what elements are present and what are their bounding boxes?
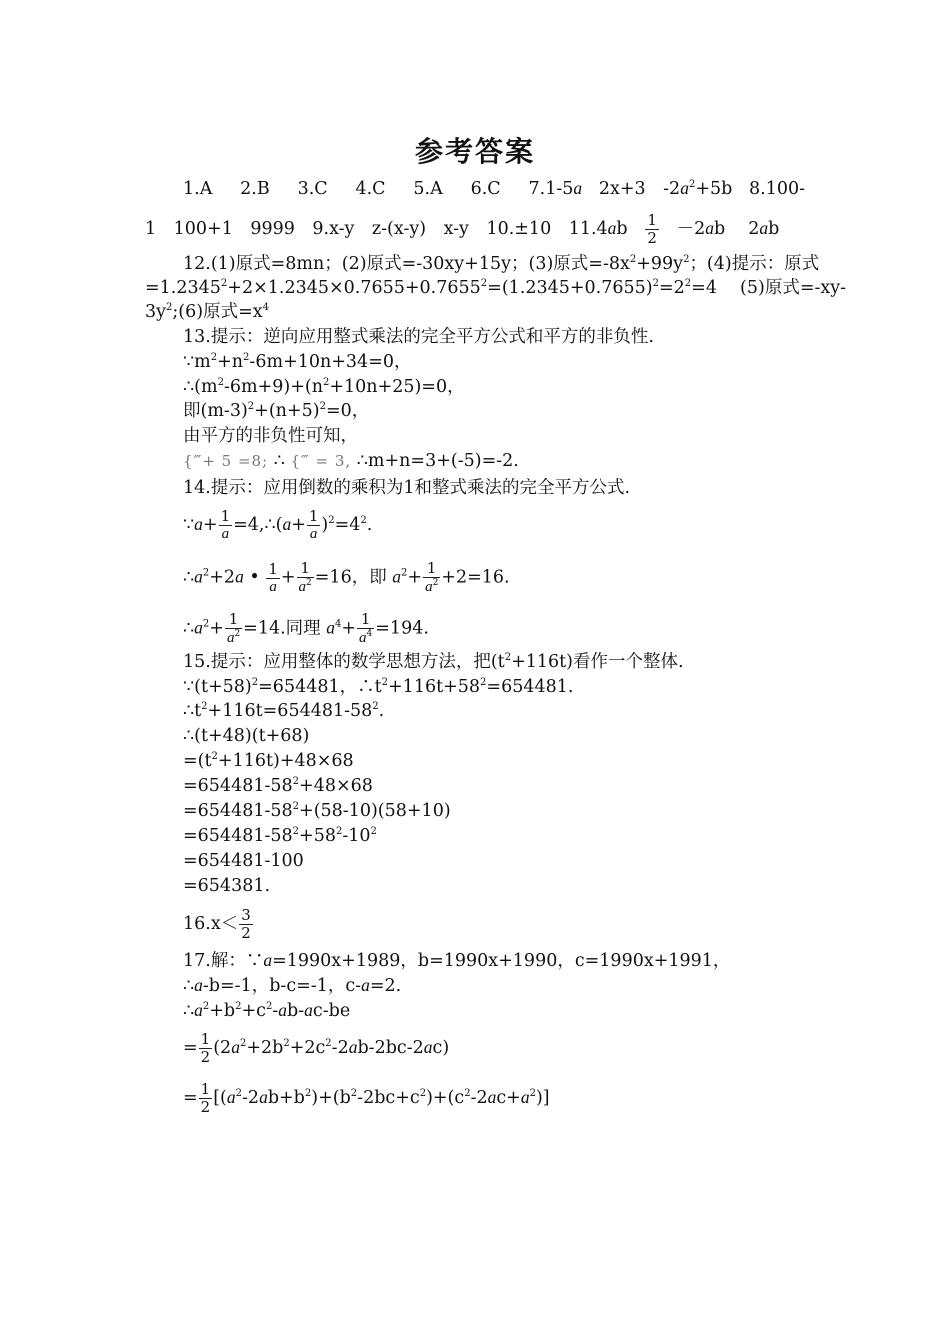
- answer-8: 8.100-: [749, 179, 806, 199]
- q15-step-3: ∴(t+48)(t+68): [183, 726, 310, 746]
- answer-1: 1.A: [183, 179, 213, 199]
- q14-step-1: ∵a+ $\frac{1}{a}$ =4,∴(a+ $\frac{1}{a}$ )$^2=4^2$.: [183, 507, 373, 542]
- q14-step-2: $\therefore a^2+2a$ • $\frac{1}{a}$ + $\frac{1}{a^2}$ =16，即 $a^2+$ $\frac{1}{a^2}$ +2=16.: [183, 559, 510, 595]
- q13-step-1: $\because m^2+n^2-6m+10n+34=0$，: [183, 352, 412, 372]
- q14-step-3: $\therefore a^2+$ $\frac{1}{a^2}$ =14.同理 $a^4+$ $\frac{1}{a^4}$ =194.: [183, 610, 429, 646]
- q15-step-4: $=(t^2+116t)+48\times 68$: [183, 751, 354, 771]
- q15-step-1: $\because(t+58)^2=654481$，$\therefore t^2+116t+58^2=654481$.: [183, 677, 574, 697]
- q15-step-9: =654381.: [183, 876, 271, 896]
- q14-hint: 14.提示：应用倒数的乘积为1和整式乘法的完全平方公式.: [183, 478, 631, 498]
- q13-step-2: $\therefore(m^2-6m+9)+(n^2+10n+25)=0$，: [183, 377, 465, 397]
- garbled-equation-system-1: {‴+ 5 =8;: [183, 452, 269, 470]
- q12-line-3: $3y^2;(6)$原式$=x^4$: [145, 302, 269, 322]
- q13-step-3: 即$(m-3)^2+(n+5)^2=0$，: [183, 401, 370, 421]
- q13-step-5: {‴+ 5 =8; ∴ {‴ = 3, ∴m+n=3+(-5)=-2.: [183, 451, 519, 471]
- q17-step-4: = $\frac{1}{2}$ $(2a^2+2b^2+2c^2-2ab-2bc-2ac)$: [183, 1030, 450, 1066]
- q12-line-2: $=1.2345^2+2\times 1.2345\times 0.7655+0.7655^2=(1.2345+0.7655)^2=2^2=4$ (5)原式=-xy-: [145, 278, 847, 298]
- q15-hint: 15.提示：应用整体的数学思想方法，把$(t^2+116t)$看作一个整体.: [183, 652, 684, 672]
- q15-step-7: $=654481-58^2+58^2-10^2$: [183, 826, 377, 846]
- q15-step-2: $\therefore t^2+116t=654481-58^2$.: [183, 701, 385, 721]
- q12-line-1: 12.(1)原式=8mn；(2)原式=-30xy+15y；(3)原式$=-8x^2+99y^2$；(4)提示：原式: [183, 254, 820, 274]
- q17-step-3: $\therefore a^2+b^2+c^2-ab-ac-be$: [183, 1000, 351, 1021]
- answer-6: 6.C: [470, 179, 501, 199]
- q17-step-1: 17.解：∵a=1990x+1989，b=1990x+1990，c=1990x+1991，: [183, 950, 731, 971]
- answer-5: 5.A: [413, 179, 443, 199]
- answer-7: 7.1-5a 2x+3 $-2a^2+5b$: [528, 178, 733, 199]
- answers-line-1: [183, 177, 805, 200]
- fraction-one-half: $\frac{1}{2}$: [647, 211, 657, 247]
- answer-2: 2.B: [240, 179, 270, 199]
- answers-line-2: 1 100+1 9999 9.x-y z-(x-y) x-y 10.±10 11.4ab $\frac{1}{2}$ －2ab 2ab: [145, 211, 780, 247]
- q13-step-4: 由平方的非负性可知，: [183, 426, 358, 446]
- q17-step-2: ∴a-b=-1，b-c=-1，c-a=2.: [183, 975, 402, 996]
- q15-step-6: $=654481-58^2+(58-10)(58+10)$: [183, 801, 451, 821]
- q16-answer: 16.x＜ $\frac{3}{2}$: [183, 906, 251, 942]
- page-title: 参考答案: [414, 135, 535, 168]
- answer-4: 4.C: [355, 179, 386, 199]
- q17-step-5: = $\frac{1}{2}$ $[(a^2-2ab+b^2)+(b^2-2bc+c^2)+(c^2-2ac+a^2)]$: [183, 1080, 550, 1116]
- garbled-equation-system-2: {‴ = 3,: [290, 452, 352, 470]
- q13-hint: 13.提示：逆向应用整式乘法的完全平方公式和平方的非负性.: [183, 327, 654, 347]
- answer-3: 3.C: [297, 179, 328, 199]
- q15-step-5: $=654481-58^2+48\times 68$: [183, 776, 373, 796]
- q15-step-8: =654481-100: [183, 851, 304, 871]
